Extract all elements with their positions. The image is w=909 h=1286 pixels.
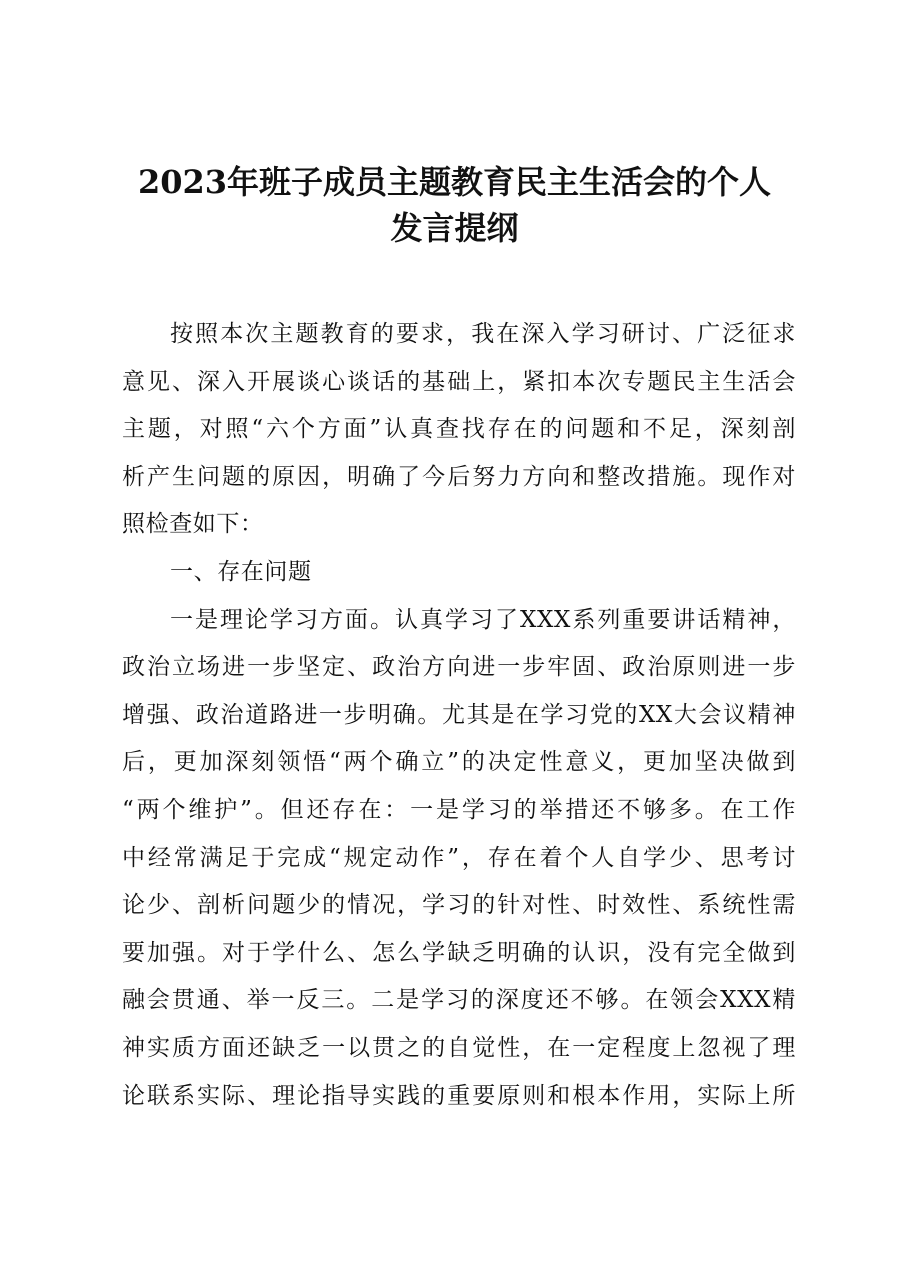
paragraph-line: “两个维护”。但还存在：一是学习的举措还不够多。在工作 bbox=[122, 796, 796, 823]
paragraph-line: 中经常满足于完成“规定动作”，存在着个人自学少、思考讨 bbox=[122, 844, 796, 871]
paragraph-line: 要加强。对于学什么、怎么学缺乏明确的认识，没有完全做到 bbox=[122, 939, 796, 966]
paragraph-line: 析产生问题的原因，明确了今后努力方向和整改措施。现作对 bbox=[122, 463, 796, 490]
paragraph-line: 意见、深入开展谈心谈话的基础上，紧扣本次专题民主生活会 bbox=[122, 368, 796, 395]
document-title-line-1: 2023年班子成员主题教育民主生活会的个人 bbox=[137, 163, 772, 201]
paragraph-line: 融会贯通、举一反三。二是学习的深度还不够。在领会XXX精 bbox=[122, 987, 796, 1014]
paragraph-line: 政治立场进一步坚定、政治方向进一步牢固、政治原则进一步 bbox=[122, 654, 796, 681]
paragraph-line: 论联系实际、理论指导实践的重要原则和根本作用，实际上所 bbox=[122, 1082, 796, 1109]
paragraph-line: 神实质方面还缺乏一以贯之的自觉性，在一定程度上忽视了理 bbox=[122, 1034, 796, 1061]
paragraph-line: 按照本次主题教育的要求，我在深入学习研讨、广泛征求 bbox=[170, 321, 796, 347]
paragraph-line: 后，更加深刻领悟“两个确立”的决定性意义，更加坚决做到 bbox=[122, 749, 796, 776]
paragraph-line: 论少、剖析问题少的情况，学习的针对性、时效性、系统性需 bbox=[122, 892, 796, 919]
section-heading: 一、存在问题 bbox=[170, 558, 312, 585]
paragraph-line: 增强、政治道路进一步明确。尤其是在学习党的XX大会议精神 bbox=[122, 701, 796, 728]
paragraph-line: 主题，对照“六个方面”认真查找存在的问题和不足，深刻剖 bbox=[122, 416, 796, 443]
document-title-line-2: 发言提纲 bbox=[390, 209, 519, 247]
paragraph-line: 照检查如下： bbox=[122, 511, 264, 538]
paragraph-line: 一是理论学习方面。认真学习了XXX系列重要讲话精神， bbox=[170, 606, 796, 633]
document-body bbox=[122, 311, 796, 1120]
